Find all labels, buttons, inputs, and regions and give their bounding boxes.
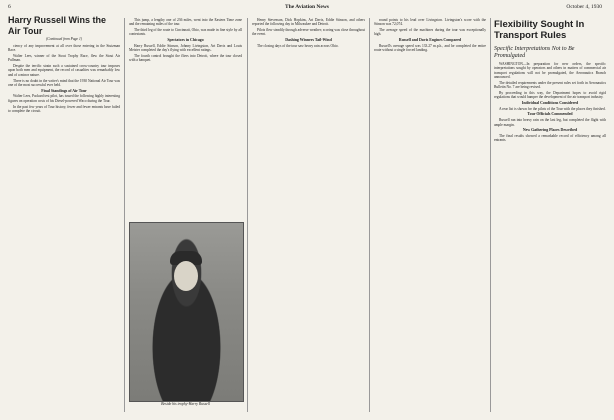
paragraph: By proceeding in this way, the Department hopes to avoid rigid regulations that would hamper the development of the air transport industry.: [494, 90, 606, 100]
section-subhead: New Gathering Places Described: [522, 128, 578, 133]
section-subhead: Dashing Winners Tail-Wind: [285, 38, 332, 43]
photo-caption: Beside his trophy-Harry Russell: [161, 402, 210, 406]
article-title: Flexibility Sought In Transport Rules: [494, 19, 585, 41]
paragraph: Walter Lees, Packard test pilot, has issued the following highly interesting figures on operation costs of his Diesel-powered Waco during the Tour.: [8, 94, 120, 103]
paragraph: Russell's average speed was 133.27 m.p.h., and he completed the entire route without a single forced landing.: [374, 43, 486, 53]
issue-date: October 4, 1930: [566, 4, 602, 10]
paragraph: Harry Russell, Eddie Stinson, Johnny Livingston, Art Davis and Louis Meister completed the day's flying with excellent ratings.: [129, 43, 242, 53]
continued-note: (Continued from Page 1): [46, 37, 82, 41]
paragraph: Pilots flew steadily through adverse weather; scoring was close throughout the event.: [252, 28, 365, 37]
pilot-face: [174, 261, 198, 291]
paragraph: The average speed of the machines during the tour was exceptionally high.: [374, 28, 486, 37]
paragraph: Henry Stevenson, Dick Hopkins, Art Davis, Eddie Stinson, and others reported the following day in Milwaukee and Detroit.: [252, 18, 365, 27]
paragraph: The closing days of the tour saw heavy rain across Ohio.: [257, 43, 339, 48]
paragraph: A rear list is shown for the pilots of the Tour with the places they finished.: [499, 106, 606, 111]
article-title: Harry Russell Wins the Air Tour: [8, 15, 106, 36]
paragraph: The third leg of the route to Cincinnati, Ohio, was made in fine style by all contestants.: [129, 28, 242, 37]
journal-name: The Aviation News: [285, 4, 329, 10]
paragraph: Walter Lees, winner of the Stout Trophy Race, flew the Stout Air Pullman.: [8, 54, 120, 63]
section-subhead: Spectators in Chicago: [167, 38, 204, 43]
article-column: [129, 18, 242, 218]
page-header: [0, 0, 614, 14]
paragraph: Despite the terrific strain such a sustained cross-country tour imposes upon both men and equipment, the record of casualties was remarkably low and of a minor nature.: [8, 64, 120, 77]
section-subhead: Individual Conditions Considered: [521, 100, 579, 105]
paragraph: ciency of any improvement at all over those entering in the Stutzman Race.: [8, 44, 120, 53]
pilot-photo: [129, 222, 244, 402]
paragraph: In the past few years of Tour history, fewer and fewer entrants have failed to complete the circuit.: [8, 104, 120, 113]
section-subhead: Tour Officials Commended: [527, 112, 573, 117]
article-column: [374, 18, 486, 410]
article-column: [494, 62, 606, 410]
page-number: 6: [8, 4, 11, 10]
paragraph: The detailed requirements under the present rules set forth in Aeronautics Bulletin No. 7 are being revised.: [494, 80, 606, 89]
article-subtitle: Specific Interpretations Not to Be Promulgated: [494, 46, 575, 59]
paragraph: This jump, a lengthy one of 236 miles, went into the Eastern Time zone and the remaining miles of the tour.: [129, 18, 242, 27]
section-subhead: Final Standings of Air Tour: [41, 88, 87, 93]
paragraph: round points to his lead over Livingston. Livingston's score with the Stinson was 72,074.: [374, 18, 486, 27]
paragraph: The final results showed a remarkable record of efficiency among all entrants.: [494, 134, 606, 143]
paragraph: The fourth control brought the fliers into Detroit, where the tour closed with a banquet.: [129, 54, 242, 63]
article-column: [8, 44, 120, 410]
article-column: [252, 18, 365, 410]
paragraph: There is no doubt in the writer's mind that the 1930 National Air Tour was one of the most successful ever held.: [8, 78, 120, 87]
paragraph: WASHINGTON—In preparation for new orders, the specific interpretations sought by operators and others in matters of commercial air transport regulations will not be promulgated, the Aeronautics Branch announced.: [494, 62, 606, 79]
paragraph: Russell ran into heavy rain on the last leg, but completed the flight with ample margin.: [494, 118, 606, 127]
section-subhead: Russell and Davis Engines Compared: [398, 38, 462, 43]
